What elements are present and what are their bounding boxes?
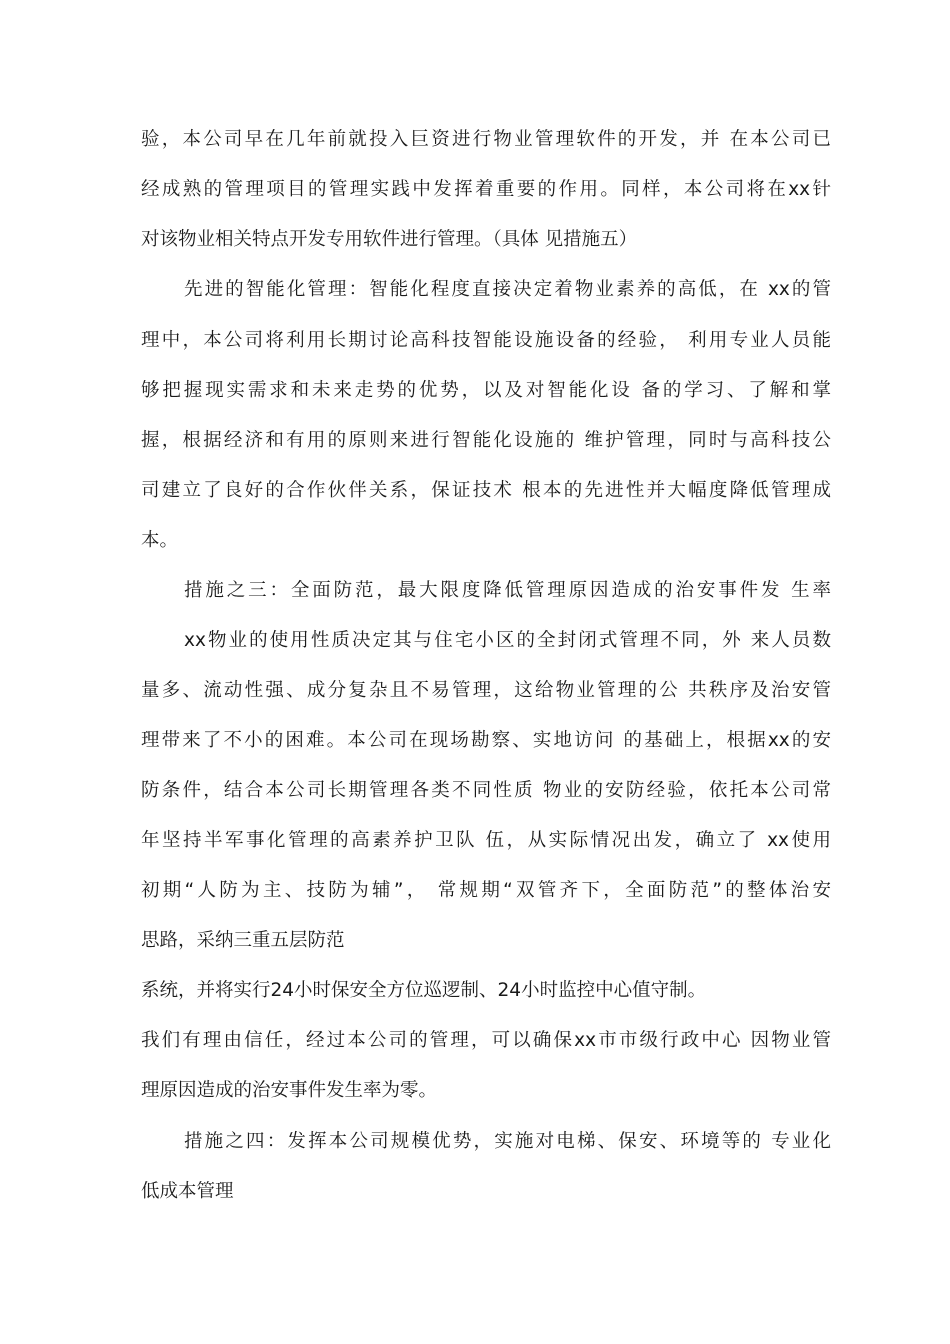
paragraph-first-line: xx物业的使用性质决定其与住宅小区的全封闭式管理不同，外 来人员数 [184,630,831,651]
text-line: 理中，本公司将利用长期讨论高科技智能设施设备的经验， 利用专业人员能 [141,330,831,351]
text-line: 司建立了良好的合作伙伴关系，保证技术 根本的先进性并大幅度降低管理成 [141,480,831,501]
paragraph-first-line: 先进的智能化管理：智能化程度直接决定着物业素养的高低，在 xx的管 [184,279,831,300]
text-line: 验，本公司早在几年前就投入巨资进行物业管理软件的开发，并 在本公司已 [141,129,831,150]
text-line: 本。 [141,530,179,551]
section-heading: 措施之三：全面防范，最大限度降低管理原因造成的治安事件发 生率 [184,580,831,601]
text-line: 量多、流动性强、成分复杂且不易管理，这给物业管理的公 共秩序及治安管 [141,680,831,701]
text-line: 够把握现实需求和未来走势的优势，以及对智能化设 备的学习、了解和掌 [141,380,831,401]
text-line: 系统，并将实行24小时保安全方位巡逻制、24小时监控中心值守制。 [141,980,707,1001]
section-heading-continuation: 低成本管理 [141,1181,234,1202]
section-heading: 措施之四：发挥本公司规模优势，实施对电梯、保安、环境等的 专业化 [184,1131,831,1152]
text-line: 防条件，结合本公司长期管理各类不同性质 物业的安防经验，依托本公司常 [141,780,831,801]
text-line: 理带来了不小的困难。本公司在现场勘察、实地访问 的基础上，根据xx的安 [141,730,831,751]
text-line: 我们有理由信任，经过本公司的管理，可以确保xx市市级行政中心 因物业管 [141,1030,831,1051]
text-line: 握，根据经济和有用的原则来进行智能化设施的 维护管理，同时与高科技公 [141,430,831,451]
text-line: 理原因造成的治安事件发生率为零。 [141,1080,438,1101]
text-line: 初期“人防为主、技防为辅”， 常规期“双管齐下，全面防范”的整体治安 [141,880,831,901]
text-line: 对该物业相关特点开发专用软件进行管理。（具体 见措施五） [141,229,638,250]
text-line: 年坚持半军事化管理的高素养护卫队 伍，从实际情况出发，确立了 xx使用 [141,830,831,851]
text-line: 思路，采纳三重五层防范 [141,930,345,951]
text-line: 经成熟的管理项目的管理实践中发挥着重要的作用。同样，本公司将在xx针 [141,179,831,200]
